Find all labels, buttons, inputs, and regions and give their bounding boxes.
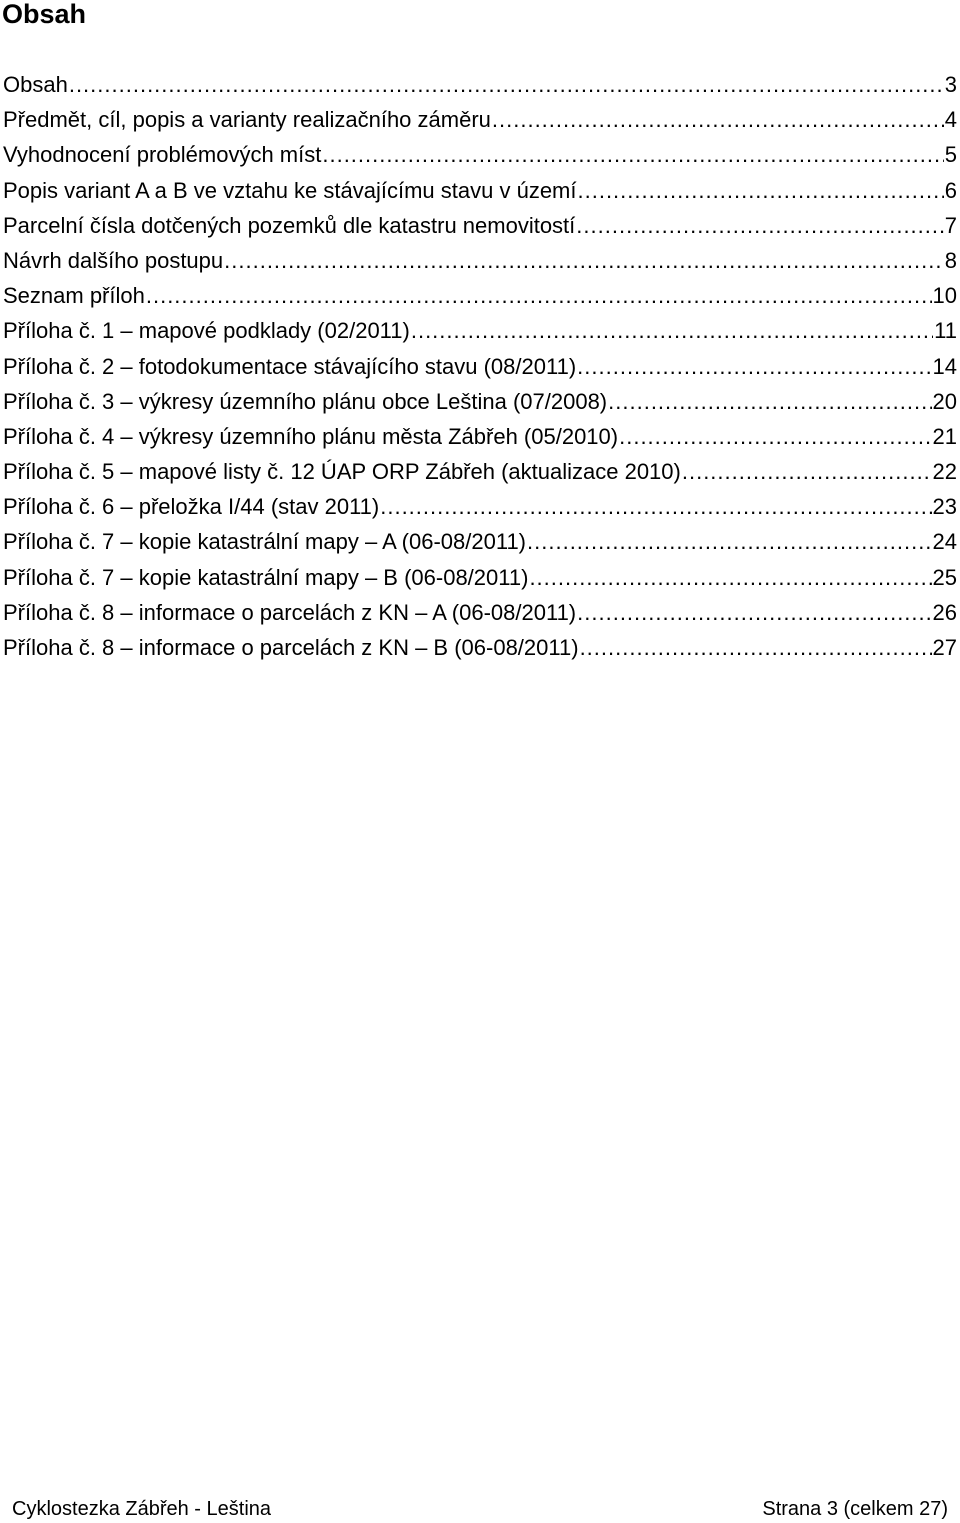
toc-page-number: 7 [944,212,957,238]
toc-entry-text: Příloha č. 4 – výkresy územního plánu města Zábřeh (05/2010) [3,423,619,449]
toc-entry-text: Příloha č. 2 – fotodokumentace stávajícího stavu (08/2011) [3,353,577,379]
toc-page-number: 22 [932,459,957,485]
toc-leader-dots [322,137,943,172]
toc-entry-text: Příloha č. 7 – kopie katastrální mapy – A (06-08/2011) [3,529,527,555]
toc-entry-text: Předmět, cíl, popis a varianty realizačního záměru [3,107,491,133]
toc-leader-dots [529,560,931,595]
toc-entry-text: Popis variant A a B ve vztahu ke stávajícímu stavu v území [3,177,577,203]
toc-leader-dots [578,173,944,208]
toc-entry-text: Vyhodnocení problémových míst [3,142,322,168]
toc-entry[interactable] [3,630,957,665]
toc-entry-text: Příloha č. 8 – informace o parcelách z KN – B (06-08/2011) [3,635,579,660]
toc-entry-text: Návrh dalšího postupu [3,247,224,273]
toc-page-number: 5 [944,142,957,168]
toc-entry-text: Příloha č. 8 – informace o parcelách z KN – A (06-08/2011) [3,599,577,625]
page-title: Obsah [2,0,87,29]
toc-leader-dots [146,278,932,313]
toc-entry[interactable] [3,560,957,595]
toc-entry-text: Obsah [3,72,68,97]
toc-page-number: 27 [932,635,957,660]
toc-entry[interactable] [3,67,957,102]
toc-entry[interactable] [3,384,957,419]
toc-leader-dots [619,419,931,454]
toc-page-number: 4 [944,107,957,133]
toc-leader-dots [492,102,944,137]
toc-entry[interactable] [3,137,957,172]
toc-leader-dots [580,630,932,665]
toc-page-number: 8 [944,247,957,273]
toc-entry-text: Parcelní čísla dotčených pozemků dle katastru nemovitostí [3,212,576,238]
toc-page-number: 23 [932,494,957,520]
footer-page-number: Strana 3 (celkem 27) [762,1498,948,1520]
toc-leader-dots [411,313,933,348]
toc-leader-dots [577,349,931,384]
toc-leader-dots [576,208,943,243]
toc-entry-text: Příloha č. 6 – přeložka I/44 (stav 2011) [3,494,380,520]
toc-entry[interactable] [3,208,957,243]
toc-entry-text: Příloha č. 3 – výkresy územního plánu obce Leština (07/2008) [3,388,608,414]
toc-entry-text: Příloha č. 5 – mapové listy č. 12 ÚAP ORP Zábřeh (aktualizace 2010) [3,459,681,485]
toc-leader-dots [608,384,931,419]
toc-leader-dots [380,489,931,524]
table-of-contents [3,67,957,665]
toc-page-number: 26 [932,599,957,625]
toc-page-number: 24 [932,529,957,555]
toc-page-number: 6 [944,177,957,203]
toc-entry[interactable] [3,173,957,208]
toc-leader-dots [69,67,944,102]
toc-page-number: 11 [934,318,957,344]
toc-entry[interactable] [3,524,957,559]
toc-page-number: 3 [944,72,957,97]
toc-entry[interactable] [3,102,957,137]
toc-entry[interactable] [3,419,957,454]
toc-entry[interactable] [3,243,957,278]
toc-entry[interactable] [3,313,957,348]
footer-document-title: Cyklostezka Zábřeh - Leština [12,1498,272,1520]
toc-entry[interactable] [3,595,957,630]
toc-page-number: 21 [932,423,957,449]
toc-page-number: 14 [932,353,957,379]
toc-entry-text: Seznam příloh [3,283,145,309]
toc-leader-dots [224,243,944,278]
toc-entry[interactable] [3,489,957,524]
toc-page-number: 20 [932,388,957,414]
toc-page-number: 10 [932,283,957,309]
toc-leader-dots [682,454,932,489]
toc-entry[interactable] [3,278,957,313]
toc-entry-text: Příloha č. 7 – kopie katastrální mapy – B (06-08/2011) [3,564,529,590]
toc-leader-dots [527,524,932,559]
toc-page-number: 25 [932,564,957,590]
toc-entry-text: Příloha č. 1 – mapové podklady (02/2011) [3,318,410,344]
toc-entry[interactable] [3,349,957,384]
toc-entry[interactable] [3,454,957,489]
toc-leader-dots [577,595,931,630]
